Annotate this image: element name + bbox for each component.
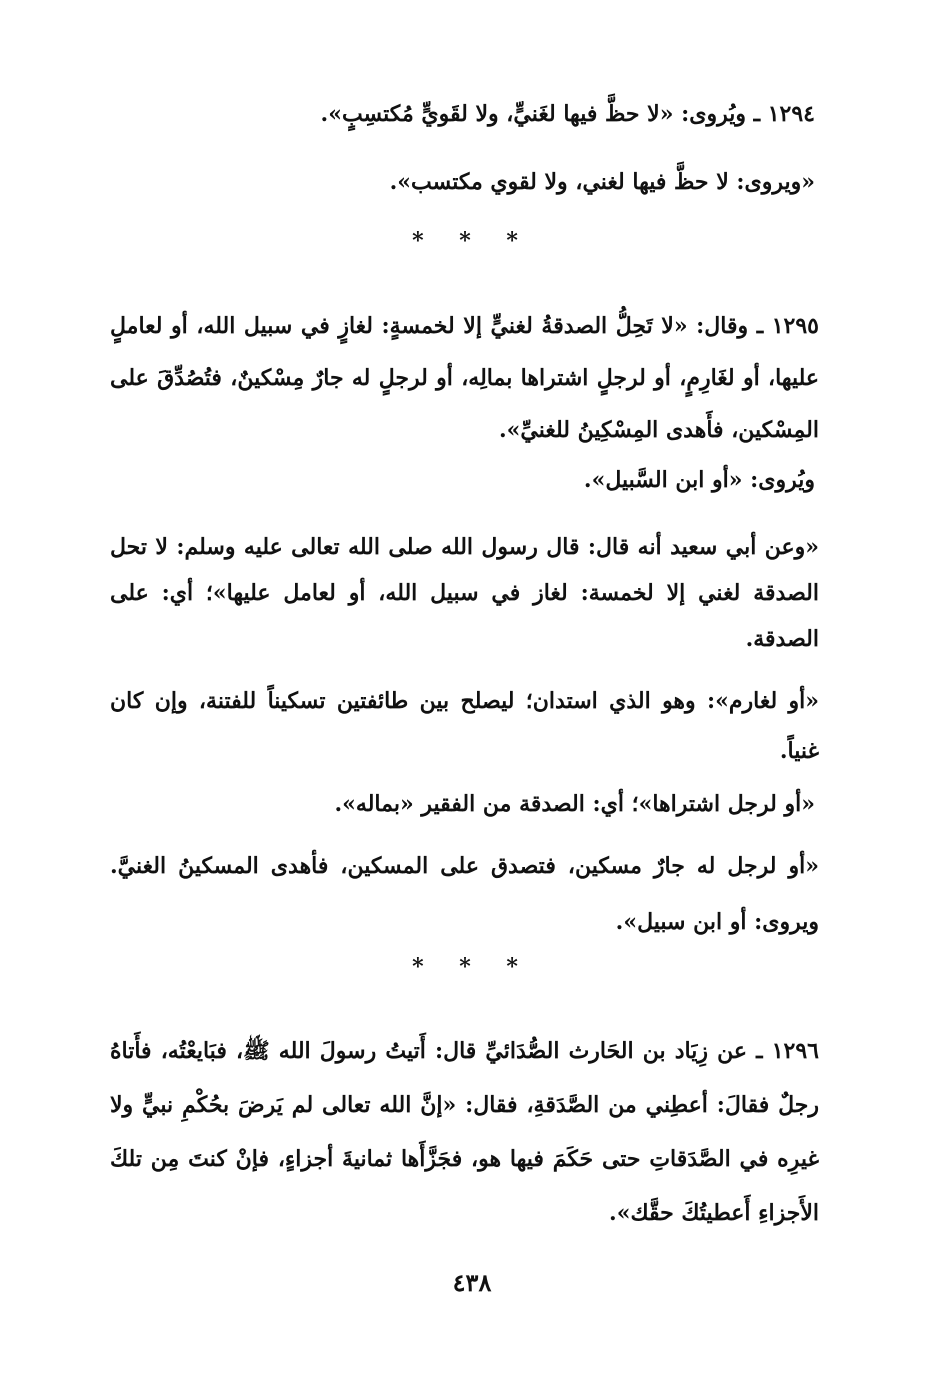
commentary-text-2: «أو لغارم»: وهو الذي استدان؛ ليصلح بين طائفتين تسكيناً للفتنة، وإن كان غنياً. [110, 688, 819, 764]
hadith-1294-text: ١٢٩٤ ـ ويُروى: «لا حظَّ فيها لغَنيٍّ، ولا لقَويٍّ مُكتسِبٍ». [320, 101, 815, 127]
page-number: ٤٣٨ [452, 1268, 492, 1297]
hadith-1296-main [110, 1024, 819, 1240]
hadith-1294-line [110, 96, 819, 132]
commentary-text-1: «وعن أبي سعيد أنه قال: قال رسول الله صلى الله تعالى عليه وسلم: لا تحل الصدقة لغني إلا لخمسة: لغاز في سبيل الله، أو لعامل عليها»؛ أي: على الصدقة. [110, 534, 819, 652]
hadith-1294-variant-text: «ويروى: لا حظَّ فيها لغني، ولا لقوي مكتسب». [389, 169, 815, 195]
hadith-1295-main [110, 300, 819, 456]
hadith-1295-variant-text: ويُروى: «أو ابن السَّبيل». [583, 467, 815, 493]
hadith-1295-variant [110, 462, 819, 498]
commentary-paragraph-3 [110, 786, 819, 822]
section-separator-2: * * * [412, 954, 532, 980]
hadith-1294-variant-line [110, 164, 819, 200]
commentary-paragraph-4 [110, 838, 819, 950]
hadith-1295-text: ١٢٩٥ ـ وقال: «لا تَحِلُّ الصدقةُ لغنيٍّ إلا لخمسةٍ: لغازٍ في سبيل الله، أو لعاملٍ عليها، أو لغَارِمٍ، أو لرجلٍ اشتراها بمالِه، أو لرجلٍ له جارٌ مِسْكينٌ، فتُصُدِّقَ على المِسْكين، فأَهدى المِسْكِينُ للغنيِّ». [110, 313, 819, 443]
section-separator: * * * [412, 228, 532, 254]
commentary-paragraph-1 [110, 524, 819, 662]
commentary-text-4: «أو لرجل له جارٌ مسكين، فتصدق على المسكين، فأهدى المسكينُ الغنيَّ. ويروى: أو ابن سبيل». [110, 853, 819, 935]
hadith-1296-text: ١٢٩٦ ـ عن زِيَاد بن الحَارث الصُّدَائيِّ قال: أَتيتُ رسولَ الله ﷺ، فبَايعْتُه، فأَتاهُ رجلٌ فقالَ: أعطِني من الصَّدَقةِ، فقال: «إنَّ الله تعالى لم يَرضَ بحُكْمِ نبيٍّ ولا غيرِه في الصَّدَقاتِ حتى حَكَمَ فيها هو، فجَزَّأَها ثمانيةَ أجزاءٍ، فإنْ كنتَ مِن تلكَ الأَجزاءِ أَعطيتُكَ حقَّك». [110, 1038, 819, 1226]
commentary-text-3: «أو لرجل اشتراها»؛ أي: الصدقة من الفقير «بماله». [334, 791, 815, 817]
commentary-paragraph-2 [110, 676, 819, 776]
